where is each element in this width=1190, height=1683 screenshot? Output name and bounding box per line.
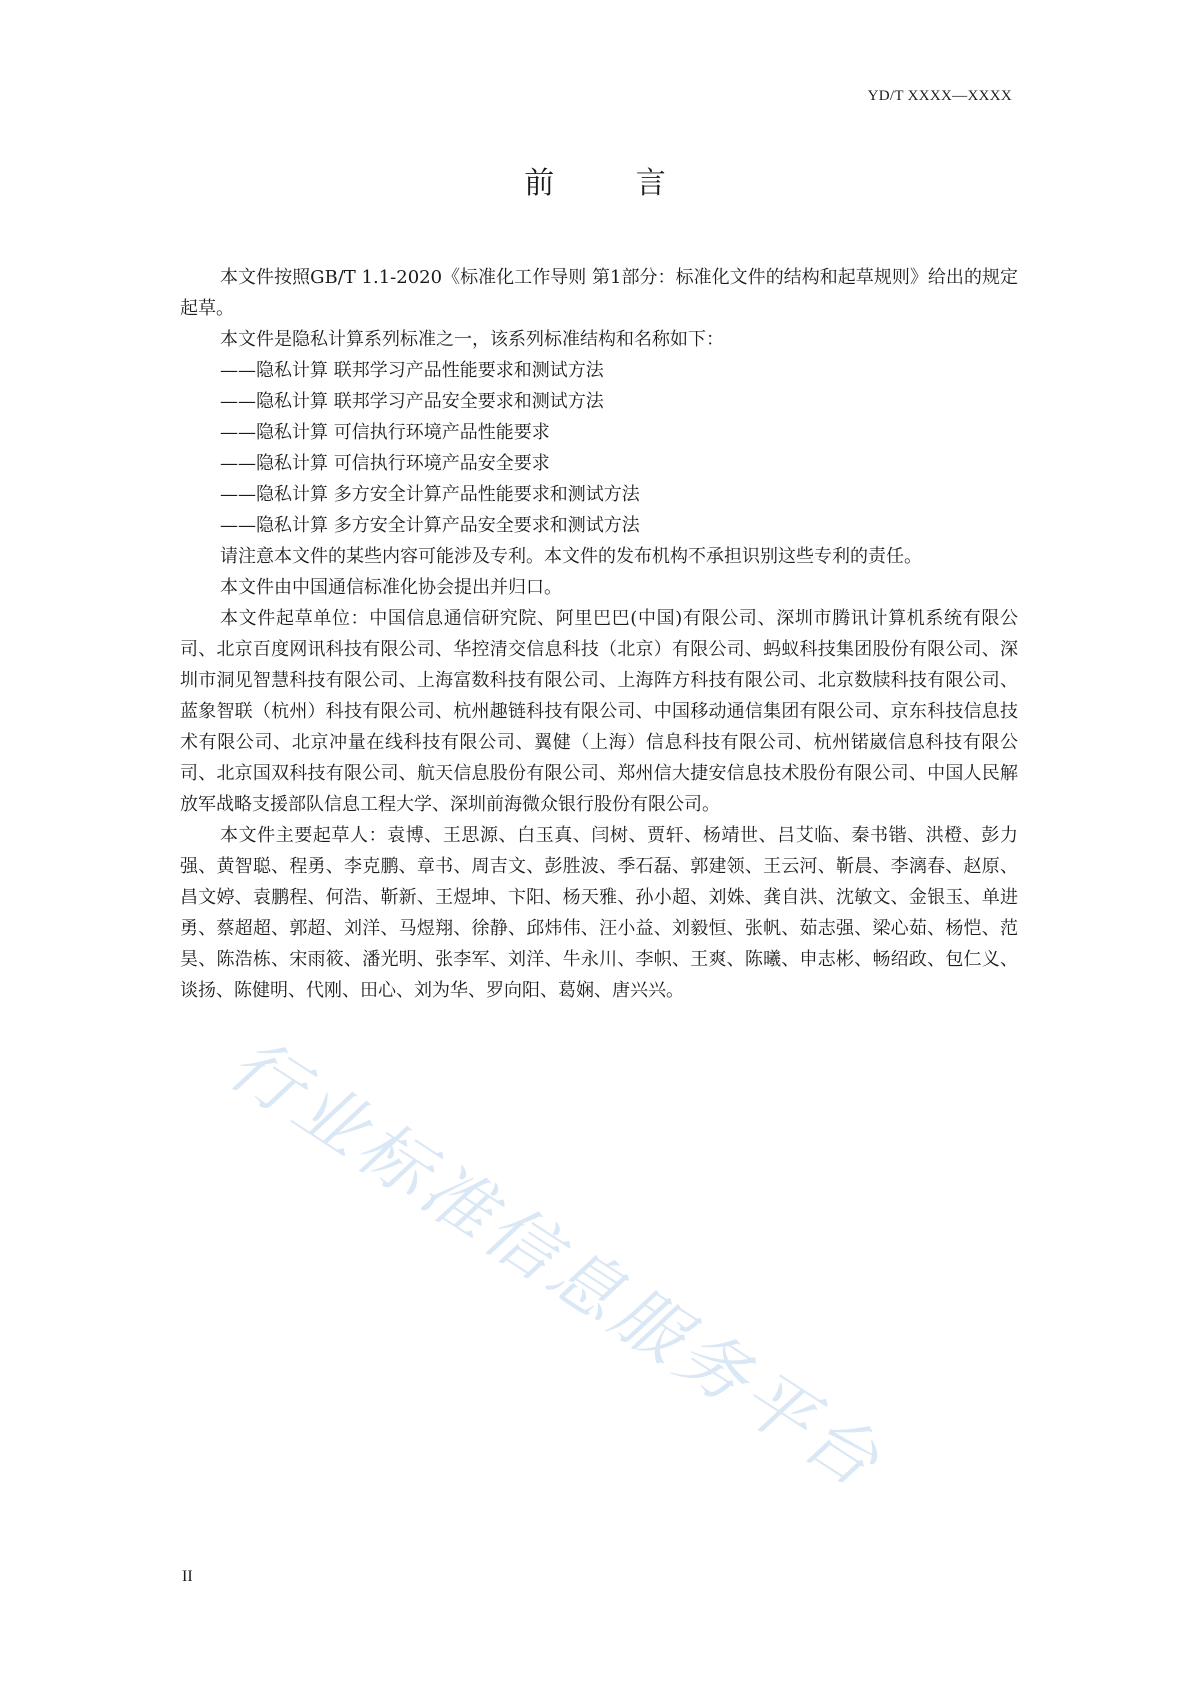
paragraph-drafting-units: 本文件起草单位：中国信息通信研究院、阿里巴巴(中国)有限公司、深圳市腾讯计算机系统有限公司、北京百度网讯科技有限公司、华控清交信息科技（北京）有限公司、蚂蚁科技集团股份有限公司、深圳市洞见智慧科技有限公司、上海富数科技有限公司、上海阵方科技有限公司、北京数牍科技有限公司、蓝象智联（杭州）科技有限公司、杭州趣链科技有限公司、中国移动通信集团有限公司、京东科技信息技术有限公司、北京冲量在线科技有限公司、翼健（上海）信息科技有限公司、杭州锘崴信息科技有限公司、北京国双科技有限公司、航天信息股份有限公司、郑州信大捷安信息技术股份有限公司、中国人民解放军战略支援部队信息工程大学、深圳前海微众银行股份有限公司。	[180, 608, 1018, 815]
document-code: YD/T XXXX—XXXX	[867, 88, 1012, 104]
foreword-body	[180, 262, 1018, 1006]
paragraph-drafters: 本文件主要起草人：袁博、王思源、白玉真、闫树、贾轩、杨靖世、吕艾临、秦书锴、洪橙、彭力强、黄智聪、程勇、李克鹏、章书、周吉文、彭胜波、季石磊、郭建领、王云河、靳晨、李漓春、赵原、昌文婷、袁鹏程、何浩、靳新、王煜坤、卞阳、杨天雅、孙小超、刘姝、龚自洪、沈敏文、金银玉、单进勇、蔡超超、郭超、刘洋、马煜翔、徐静、邱炜伟、汪小益、刘毅恒、张帆、茹志强、梁心茹、杨恺、范昊、陈浩栋、宋雨筱、潘光明、张李军、刘洋、牛永川、李帜、王爽、陈曦、申志彬、畅绍政、包仁义、谈扬、陈健明、代刚、田心、刘为华、罗向阳、葛娴、唐兴兴。	[180, 825, 1018, 1001]
paragraph-series-intro: 本文件是隐私计算系列标准之一，该系列标准结构和名称如下：	[220, 329, 724, 350]
page-number: II	[182, 1568, 193, 1585]
series-item: ——隐私计算 多方安全计算产品性能要求和测试方法	[220, 484, 640, 505]
series-item: ——隐私计算 联邦学习产品安全要求和测试方法	[220, 391, 604, 412]
series-item: ——隐私计算 可信执行环境产品性能要求	[220, 422, 550, 443]
series-list	[180, 355, 1018, 541]
paragraph-drafting-rules: 本文件按照GB/T 1.1-2020《标准化工作导则 第1部分：标准化文件的结构和起草规则》给出的规定起草。	[180, 267, 1018, 319]
series-item: ——隐私计算 多方安全计算产品安全要求和测试方法	[220, 515, 640, 536]
paragraph-proposer: 本文件由中国通信标准化协会提出并归口。	[220, 577, 562, 598]
paragraph-patent-notice: 请注意本文件的某些内容可能涉及专利。本文件的发布机构不承担识别这些专利的责任。	[220, 546, 922, 567]
page-title: 前 言	[524, 166, 702, 201]
series-item: ——隐私计算 联邦学习产品性能要求和测试方法	[220, 360, 604, 381]
series-item: ——隐私计算 可信执行环境产品安全要求	[220, 453, 550, 474]
watermark: 行业标准信息服务平台	[215, 1022, 898, 1506]
